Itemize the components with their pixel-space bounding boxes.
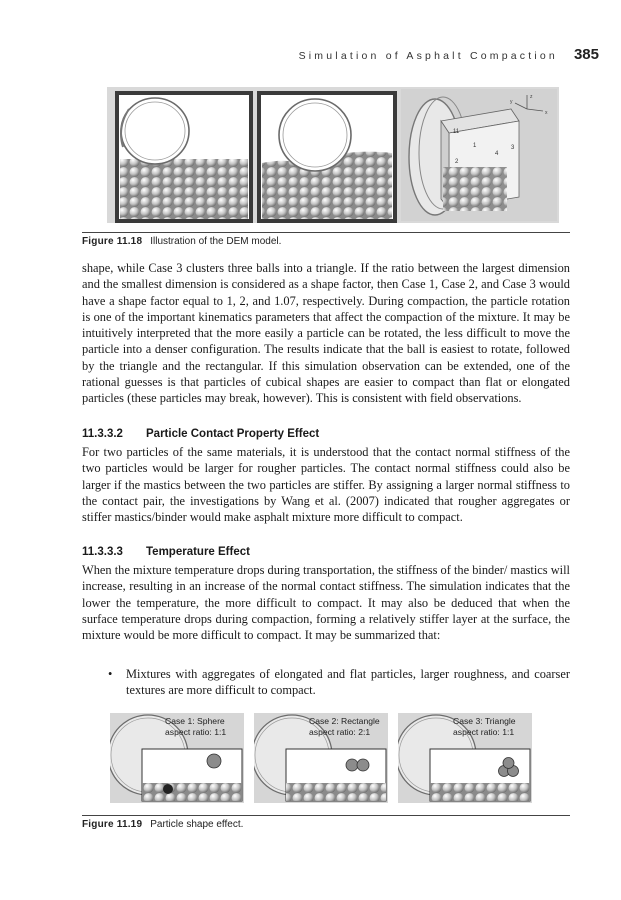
caption-rule (82, 232, 570, 233)
section-heading (82, 428, 319, 440)
bullet-symbol: • (108, 667, 113, 681)
section-title: Temperature Effect (146, 546, 250, 558)
shape-panel-rectangle (254, 713, 388, 803)
figure-caption (82, 236, 281, 247)
bullet-item (108, 666, 570, 699)
case-label (165, 716, 226, 737)
dem-model-illustration (107, 87, 559, 223)
running-head (299, 46, 599, 63)
shape-panel-sphere (110, 713, 244, 803)
case-label (309, 716, 380, 737)
figure-caption (82, 819, 243, 830)
case-label (453, 716, 516, 737)
case-aspect-ratio: aspect ratio: 1:1 (165, 726, 227, 737)
figure-label: Figure 11.19 (82, 819, 143, 830)
element-number: 1 (473, 143, 477, 149)
running-title: Simulation of Asphalt Compaction (298, 50, 558, 62)
figure-11-18-image (107, 87, 559, 223)
caption-text: Illustration of the DEM model. (150, 236, 282, 247)
case-name: Case 2: Rectangle (309, 716, 380, 726)
section-title: Particle Contact Property Effect (146, 428, 320, 440)
body-paragraph: When the mixture temperature drops during transportation, the stiffness of the binder/ mastics will increase, resulting in an increase of the normal contact stiffness. The simulation indicates that the lower the temperature, the more difficult to compact. It may also be deduced that when the surface temperature drops during compaction, forming a relatively stiffer layer at the surface, the mixture would be more difficult to compact. It may be summarized that: (82, 563, 570, 642)
figure-label: Figure 11.18 (82, 236, 143, 247)
axis-label-x: x (545, 110, 548, 116)
dem-panel-3d-model (401, 89, 557, 221)
shape-panel-triangle (398, 713, 532, 803)
page-number: 385 (573, 46, 599, 63)
axis-label-y: y (510, 99, 513, 105)
element-number: 11 (453, 129, 460, 135)
body-paragraph: shape, while Case 3 clusters three balls into a triangle. If the ratio between the largest dimension and the smallest dimension is considered as a shape factor, then Case 1, Case 2, and Case 3 would have a shape factor equal to 1, 2, and 1.07, respectively. During compaction, the particle rotation is one of the important kinematics parameters that affect the compaction of the mixture. It may be intuitively interpreted that the more easily a particle can be rotated, the less difficult to move the particle into a denser configuration. The results indicate that the ball is easiest to rotate, followed by the triangle and the rectangular. If this simulation observation can be extended, one of the rational guesses is that particles of cubical shapes are easier to compact than flat or elongated particles (these particles may break, however). This is consistent with field observations. (82, 261, 570, 405)
section-number: 11.3.3.3 (82, 546, 123, 558)
axis-label-z: z (530, 94, 533, 100)
case-name: Case 3: Triangle (453, 716, 516, 726)
case-aspect-ratio: aspect ratio: 2:1 (309, 726, 371, 737)
figure-11-19-image (110, 713, 555, 803)
dem-panel-initial (117, 93, 251, 221)
caption-rule (82, 815, 570, 816)
case-name: Case 1: Sphere (165, 716, 225, 726)
element-number: 3 (511, 145, 515, 151)
body-paragraph: For two particles of the same materials, it is understood that the contact normal stiffness of the two particles would be larger for rougher particles. The contact normal stiffness could also be larger if the mastics between the two particles are stiffer. By assigning a larger normal stiffness to the contact pair, the investigations by Wang et al. (2007) indicated that rougher aggregates or stiffer mastics/binder would make asphalt mixture more difficult to compact. (82, 445, 570, 524)
element-number: 2 (455, 159, 459, 165)
section-number: 11.3.3.2 (82, 428, 123, 440)
section-heading (82, 546, 250, 558)
caption-text: Particle shape effect. (150, 819, 244, 830)
element-number: 4 (495, 151, 499, 157)
bullet-text: Mixtures with aggregates of elongated and flat particles, larger roughness, and coarser textures are more difficult to compact. (126, 667, 570, 698)
dem-panel-compacted (259, 93, 395, 221)
case-aspect-ratio: aspect ratio: 1:1 (453, 726, 515, 737)
